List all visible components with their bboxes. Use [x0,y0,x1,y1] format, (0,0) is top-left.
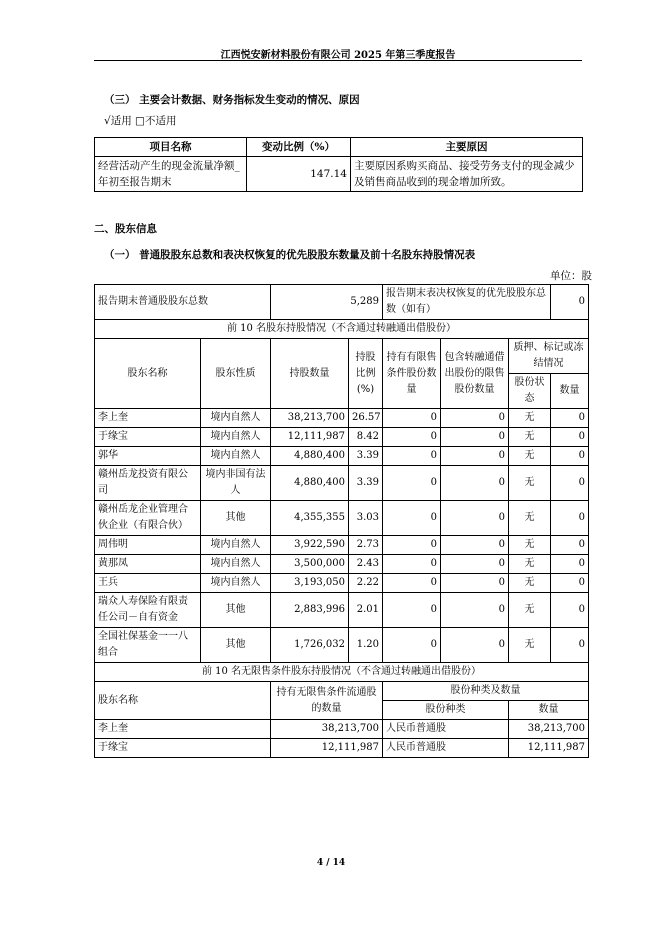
top10-header-row [95,339,589,374]
pledge-qty-cell: 0 [551,555,589,574]
pledge-qty-cell: 0 [551,409,589,428]
sub-heading-shareholders: （一） 普通股股东总数和表决权恢复的优先股股东数量及前十名股东持股情况表 [104,249,476,261]
shareholder-nature-cell: 境内自然人 [201,428,271,447]
share-qty-cell: 12,111,987 [509,739,589,758]
shareholder-nature-cell: 境内自然人 [201,574,271,593]
unit-label: 单位：股 [550,270,592,282]
shares-held-cell: 3,922,590 [271,536,349,555]
header-unrestricted-held: 持有无限售条件流通股的数量 [271,682,383,720]
shares-held-cell: 3,193,050 [271,574,349,593]
pledge-status-cell: 无 [509,409,551,428]
unrestricted-name-cell: 李上奎 [95,720,271,739]
restricted-shares-cell: 0 [383,574,441,593]
unrestricted-header-row [95,682,589,701]
shareholder-nature-cell: 境内自然人 [201,536,271,555]
holding-ratio-cell: 2.01 [349,593,383,628]
header-shareholder-nature: 股东性质 [201,339,271,409]
header-pledge-group: 质押、标记或冻结情况 [509,339,589,374]
shareholder-name-cell: 李上奎 [95,409,201,428]
holding-ratio-cell: 1.20 [349,628,383,663]
holding-ratio-cell: 3.39 [349,466,383,501]
shareholder-nature-cell: 境内自然人 [201,447,271,466]
header-change-ratio: 变动比例（%） [247,138,351,157]
top10-title-row [95,320,589,339]
change-ratio-cell: 147.14 [247,157,351,192]
top10-title: 前 10 名股东持股情况（不含通过转融通出借股份） [95,320,589,339]
top10-body [95,409,589,663]
table-row [95,409,589,428]
table-row [95,536,589,555]
pledge-qty-cell: 0 [551,501,589,536]
restricted-shares-cell: 0 [383,447,441,466]
pledge-qty-cell: 0 [551,536,589,555]
summary-row [95,285,589,320]
shareholder-name-cell: 赣州岳龙投资有限公司 [95,466,201,501]
shareholder-name-cell: 郭华 [95,447,201,466]
lending-restricted-cell: 0 [441,593,509,628]
pledge-status-cell: 无 [509,574,551,593]
table-row [95,574,589,593]
header-holding-ratio: 持股比例(%) [349,339,383,409]
pledge-qty-cell: 0 [551,428,589,447]
header-share-type: 股份种类 [383,701,509,720]
lending-restricted-cell: 0 [441,555,509,574]
table-row [95,447,589,466]
header-unrestricted-name: 股东名称 [95,682,271,720]
pref-shareholders-label: 报告期末表决权恢复的优先股股东总数（如有） [383,285,551,320]
pledge-qty-cell: 0 [551,628,589,663]
restricted-shares-cell: 0 [383,536,441,555]
shares-held-cell: 3,500,000 [271,555,349,574]
holding-ratio-cell: 2.73 [349,536,383,555]
restricted-shares-cell: 0 [383,593,441,628]
pledge-status-cell: 无 [509,593,551,628]
table-row [95,157,583,192]
total-shareholders-value: 5,289 [271,285,383,320]
total-shareholders-label: 报告期末普通股股东总数 [95,285,271,320]
pledge-status-cell: 无 [509,428,551,447]
holding-ratio-cell: 3.03 [349,501,383,536]
lending-restricted-cell: 0 [441,409,509,428]
header-restricted-shares: 持有有限售条件股份数量 [383,339,441,409]
shareholder-name-cell: 赣州岳龙企业管理合伙企业（有限合伙） [95,501,201,536]
restricted-shares-cell: 0 [383,628,441,663]
shareholder-nature-cell: 境内非国有法人 [201,466,271,501]
shareholder-name-cell: 周伟明 [95,536,201,555]
shareholder-name-cell: 全国社保基金一一八组合 [95,628,201,663]
shareholder-name-cell: 于缘宝 [95,428,201,447]
lending-restricted-cell: 0 [441,466,509,501]
header-divider [94,60,582,61]
unrestricted-body [95,720,589,758]
shares-held-cell: 38,213,700 [271,409,349,428]
section-heading-changes: （三） 主要会计数据、财务指标发生变动的情况、原因 [104,94,360,106]
shares-held-cell: 4,880,400 [271,466,349,501]
restricted-shares-cell: 0 [383,466,441,501]
lending-restricted-cell: 0 [441,628,509,663]
shares-held-cell: 4,355,355 [271,501,349,536]
lending-restricted-cell: 0 [441,574,509,593]
restricted-shares-cell: 0 [383,555,441,574]
restricted-shares-cell: 0 [383,501,441,536]
item-name-cell: 经营活动产生的现金流量净额_年初至报告期末 [95,157,247,192]
table-header-row [95,138,583,157]
header-share-qty: 数量 [509,701,589,720]
main-reason-cell: 主要原因系购买商品、接受劳务支付的现金减少及销售商品收到的现金增加所致。 [351,157,583,192]
share-type-cell: 人民币普通股 [383,739,509,758]
header-shareholder-name: 股东名称 [95,339,201,409]
shareholder-nature-cell: 境内自然人 [201,409,271,428]
shares-held-cell: 12,111,987 [271,428,349,447]
restricted-shares-cell: 0 [383,428,441,447]
table-row [95,628,589,663]
unrestricted-held-cell: 12,111,987 [271,739,383,758]
table-row [95,466,589,501]
header-pledge-qty: 数量 [551,374,589,409]
unrestricted-title-row [95,663,589,682]
restricted-shares-cell: 0 [383,409,441,428]
header-share-type-group: 股份种类及数量 [383,682,589,701]
table-row [95,501,589,536]
shareholder-nature-cell: 其他 [201,593,271,628]
shareholder-name-cell: 王兵 [95,574,201,593]
holding-ratio-cell: 8.42 [349,428,383,447]
section-heading-shareholders: 二、股东信息 [94,223,157,235]
pledge-qty-cell: 0 [551,466,589,501]
holding-ratio-cell: 2.43 [349,555,383,574]
pledge-status-cell: 无 [509,555,551,574]
holding-ratio-cell: 2.22 [349,574,383,593]
shares-held-cell: 4,880,400 [271,447,349,466]
applicable-checkbox-text: √适用 □不适用 [104,115,177,127]
pledge-status-cell: 无 [509,447,551,466]
holding-ratio-cell: 3.39 [349,447,383,466]
table-row [95,428,589,447]
pledge-qty-cell: 0 [551,447,589,466]
lending-restricted-cell: 0 [441,501,509,536]
share-qty-cell: 38,213,700 [509,720,589,739]
header-item-name: 项目名称 [95,138,247,157]
unrestricted-title: 前 10 名无限售条件股东持股情况（不含通过转融通出借股份） [95,663,589,682]
pledge-qty-cell: 0 [551,593,589,628]
page-number: 4 / 14 [316,858,346,868]
header-main-reason: 主要原因 [351,138,583,157]
header-pledge-status: 股份状态 [509,374,551,409]
shares-held-cell: 2,883,996 [271,593,349,628]
table-row [95,593,589,628]
unrestricted-held-cell: 38,213,700 [271,720,383,739]
table-row [95,555,589,574]
shareholder-nature-cell: 其他 [201,501,271,536]
pledge-status-cell: 无 [509,536,551,555]
shareholders-table [94,284,589,758]
pledge-qty-cell: 0 [551,574,589,593]
pledge-status-cell: 无 [509,466,551,501]
lending-restricted-cell: 0 [441,447,509,466]
pref-shareholders-value: 0 [551,285,589,320]
pledge-status-cell: 无 [509,628,551,663]
shareholder-nature-cell: 境内自然人 [201,555,271,574]
table-row [95,720,589,739]
changes-table [94,137,583,192]
shares-held-cell: 1,726,032 [271,628,349,663]
report-header: 江西悦安新材料股份有限公司 2025 年第三季度报告 [220,50,456,61]
unrestricted-name-cell: 于缘宝 [95,739,271,758]
header-shares-held: 持股数量 [271,339,349,409]
share-type-cell: 人民币普通股 [383,720,509,739]
lending-restricted-cell: 0 [441,428,509,447]
holding-ratio-cell: 26.57 [349,409,383,428]
table-row [95,739,589,758]
pledge-status-cell: 无 [509,501,551,536]
lending-restricted-cell: 0 [441,536,509,555]
shareholder-name-cell: 黄那凤 [95,555,201,574]
shareholder-name-cell: 瑞众人寿保险有限责任公司－自有资金 [95,593,201,628]
header-lending-restricted: 包含转融通借出股份的限售股份数量 [441,339,509,409]
shareholder-nature-cell: 其他 [201,628,271,663]
